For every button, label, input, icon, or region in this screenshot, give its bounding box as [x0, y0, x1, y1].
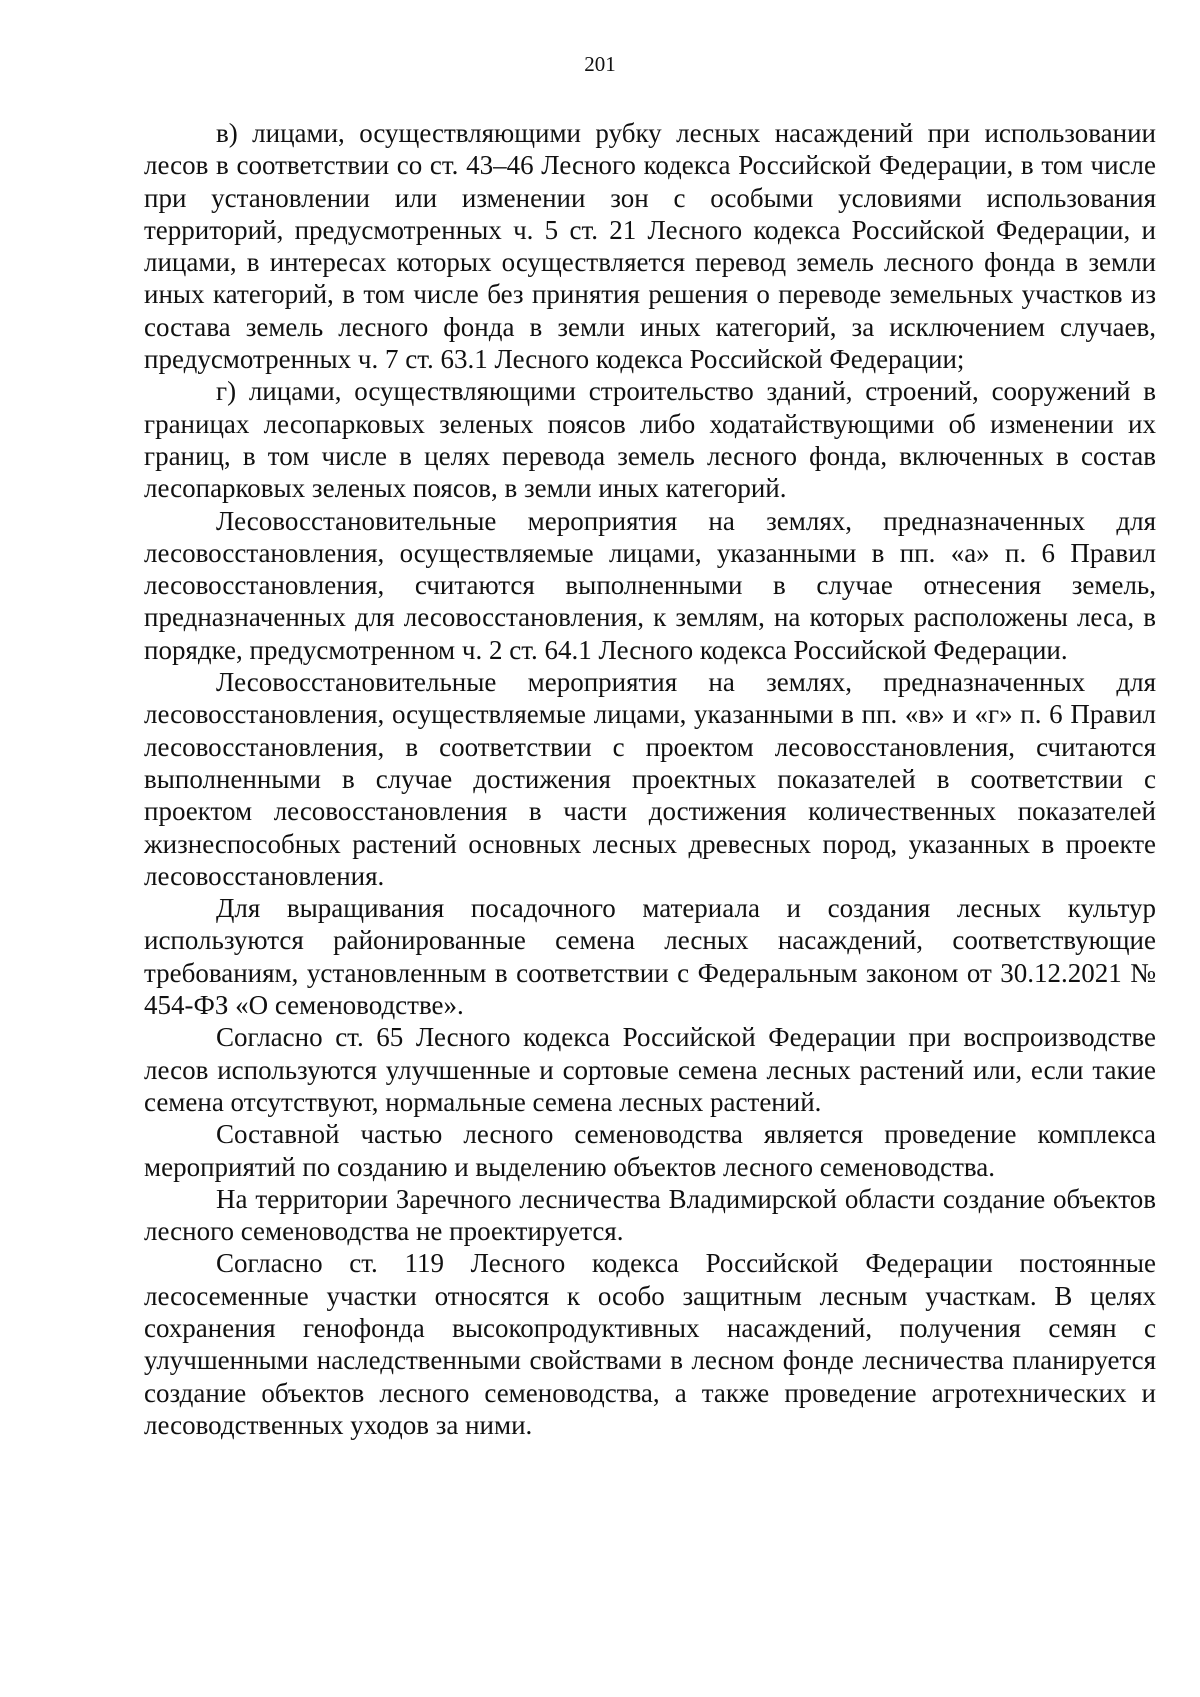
paragraph-planting-material: Для выращивания посадочного материала и создания лесных культур используются районированные семена лесных насаждений, соответствующие требованиям, установленным в соответствии с Федеральным законом от 30.12.2021 № 454-ФЗ «О семеноводстве». — [144, 893, 1156, 1021]
document-body — [144, 117, 1156, 1441]
paragraph-reforestation-a: Лесовосстановительные мероприятия на землях, предназначенных для лесовосстановления, осуществляемые лицами, указанными в пп. «а» п. 6 Правил лесовосстановления, считаются выполненными в случае отнесения земель, предназначенных для лесовосстановления, к землям, на которых расположены леса, в порядке, предусмотренном ч. 2 ст. 64.1 Лесного кодекса Российской Федерации. — [144, 505, 1156, 665]
paragraph-reforestation-v-g: Лесовосстановительные мероприятия на землях, предназначенных для лесовосстановления, осуществляемые лицами, указанными в пп. «в» и «г» п. 6 Правил лесовосстановления, в соответствии с проектом лесовосстановления, считаются выполненными в случае достижения проектных показателей в соответствии с проектом лесовосстановления в части достижения количественных показателей жизнеспособных растений основных лесных древесных пород, указанных в проекте лесовосстановления. — [144, 667, 1156, 891]
paragraph-zarechny: На территории Заречного лесничества Владимирской области создание объектов лесного семеноводства не проектируется. — [144, 1183, 1156, 1247]
paragraph-clause-g: г) лицами, осуществляющими строительство зданий, строений, сооружений в границах лесопарковых зеленых поясов либо ходатайствующими об изменении их границ, в том числе в целях перевода земель лесного фонда, включенных в состав лесопарковых зеленых поясов, в земли иных категорий. — [144, 376, 1156, 504]
page-number: 201 — [584, 52, 616, 76]
paragraph-article-65: Согласно ст. 65 Лесного кодекса Российской Федерации при воспроизводстве лесов используются улучшенные и сортовые семена лесных растений или, если такие семена отсутствуют, нормальные семена лесных растений. — [144, 1022, 1156, 1117]
paragraph-article-119: Согласно ст. 119 Лесного кодекса Российской Федерации постоянные лесосеменные участки относятся к особо защитным лесным участкам. В целях сохранения генофонда высокопродуктивных насаждений, получения семян с улучшенными наследственными свойствами в лесном фонде лесничества планируется создание объектов лесного семеноводства, а также проведение агротехнических и лесоводственных уходов за ними. — [144, 1248, 1156, 1440]
paragraph-clause-v: в) лицами, осуществляющими рубку лесных насаждений при использовании лесов в соответствии со ст. 43–46 Лесного кодекса Российской Федерации, в том числе при установлении или изменении зон с особыми условиями использования территорий, предусмотренных ч. 5 ст. 21 Лесного кодекса Российской Федерации, и лицами, в интересах которых осуществляется перевод земель лесного фонда в земли иных категорий, в том числе без принятия решения о переводе земельных участков из состава земель лесного фонда в земли иных категорий, за исключением случаев, предусмотренных ч. 7 ст. 63.1 Лесного кодекса Российской Федерации; — [144, 118, 1156, 375]
paragraph-seed-complex: Составной частью лесного семеноводства является проведение комплекса мероприятий по созданию и выделению объектов лесного семеноводства. — [144, 1119, 1156, 1182]
